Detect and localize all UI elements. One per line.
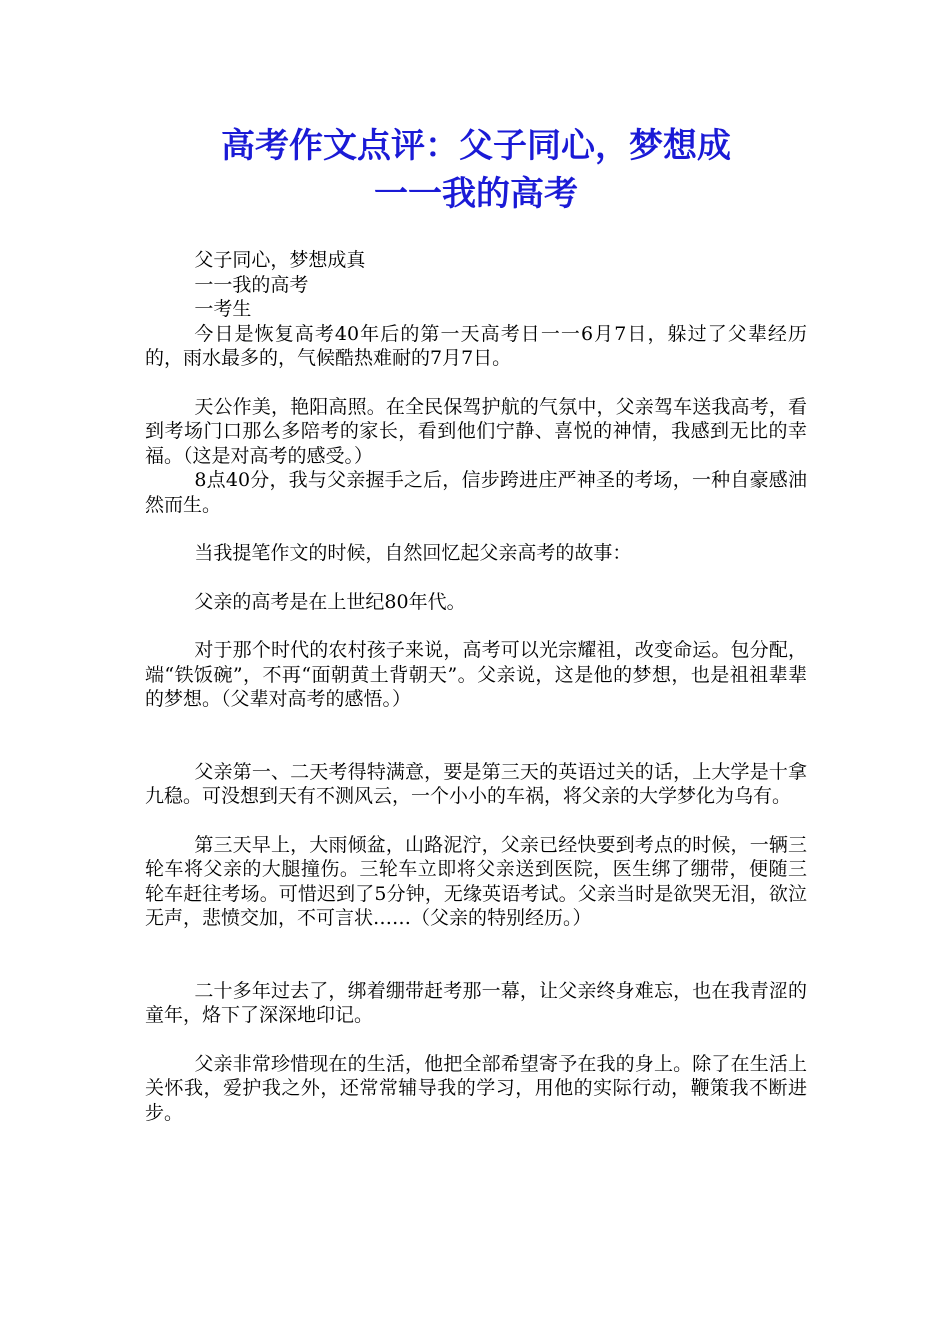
paragraph: 8点40分，我与父亲握手之后，信步跨进庄严神圣的考场，一种自豪感油然而生。 [145, 469, 807, 516]
paragraph: 天公作美，艳阳高照。在全民保驾护航的气氛中，父亲驾车送我高考，看到考场门口那么多陪考的家长，看到他们宁静、喜悦的神情，我感到无比的幸福。（这是对高考的感受。） [145, 395, 807, 467]
paragraph-subtitle-2: 一一我的高考 [194, 273, 309, 296]
paragraph: 父亲的高考是在上世纪80年代。 [194, 590, 466, 613]
paragraph: 二十多年过去了，绑着绷带赶考那一幕，让父亲终身难忘，也在我青涩的童年，烙下了深深地印记。 [145, 979, 807, 1026]
paragraph: 今日是恢复高考40年后的第一天高考日一一6月7日，躲过了父辈经历的，雨水最多的，气候酷热难耐的7月7日。 [145, 322, 807, 369]
paragraph-author: 一考生 [194, 298, 252, 320]
paragraph: 父亲第一、二天考得特满意，要是第三天的英语过关的话，上大学是十拿九稳。可没想到天有不测风云，一个小小的车祸，将父亲的大学梦化为乌有。 [145, 760, 807, 807]
document-title [145, 122, 807, 218]
document-body [145, 248, 807, 1125]
document-page [145, 122, 807, 1125]
paragraph: 当我提笔作文的时候，自然回忆起父亲高考的故事： [194, 542, 632, 564]
paragraph: 第三天早上，大雨倾盆，山路泥泞，父亲已经快要到考点的时候，一辆三轮车将父亲的大腿撞伤。三轮车立即将父亲送到医院，医生绑了绷带，便随三轮车赶往考场。可惜迟到了5分钟，无缘英语考试。父亲当时是欲哭无泪，欲泣无声，悲愤交加，不可言状……（父亲的特别经历。） [145, 833, 807, 929]
title-line-2: 一一我的高考 [374, 174, 578, 214]
paragraph: 父亲非常珍惜现在的生活，他把全部希望寄予在我的身上。除了在生活上关怀我，爱护我之外，还常常辅导我的学习，用他的实际行动，鞭策我不断进步。 [145, 1052, 807, 1124]
paragraph: 对于那个时代的农村孩子来说，高考可以光宗耀祖，改变命运。包分配，端“铁饭碗”，不再“面朝黄土背朝天”。父亲说，这是他的梦想，也是祖祖辈辈的梦想。（父辈对高考的感悟。） [145, 639, 807, 710]
paragraph-subtitle: 父子同心，梦想成真 [194, 249, 366, 271]
title-line-1: 高考作文点评：父子同心，梦想成 [221, 126, 731, 166]
